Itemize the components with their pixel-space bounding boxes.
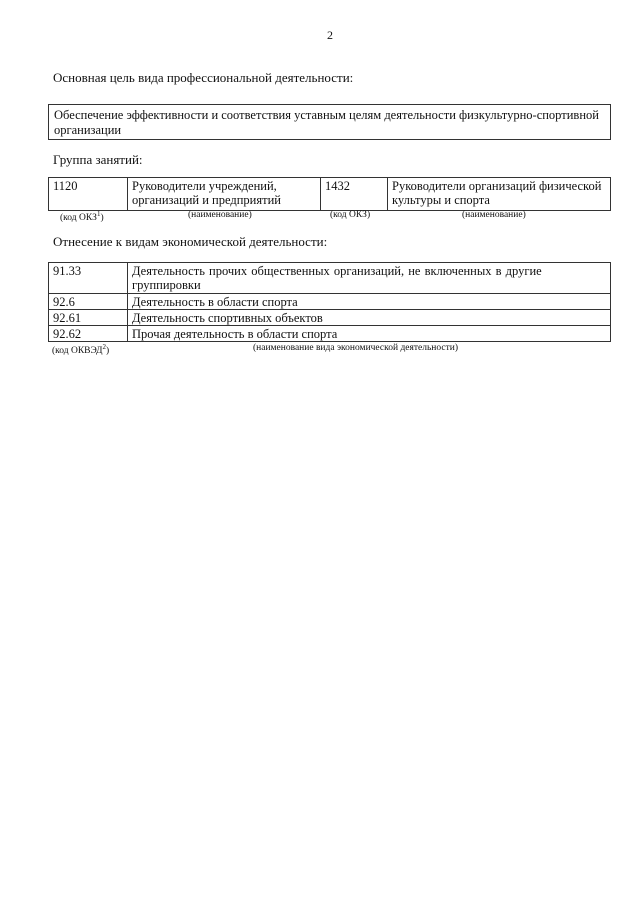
okved-name-cell: Прочая деятельность в области спорта [128, 326, 611, 342]
occupation-captions [48, 210, 611, 222]
okz-name-caption: (наименование) [188, 210, 252, 220]
table-row [49, 178, 611, 211]
okved-code-cell: 92.61 [49, 310, 128, 326]
economic-activities-captions [48, 343, 611, 355]
okved-code-cell: 91.33 [49, 263, 128, 294]
okz-code-cell: 1432 [321, 178, 388, 211]
table-row [49, 310, 611, 326]
occupation-group-heading: Группа занятий: [53, 152, 143, 167]
okz-code-caption: (код ОКЗ) [330, 210, 371, 220]
economic-activities-table [48, 262, 611, 342]
goal-heading: Основная цель вида профессиональной деятельности: [53, 70, 354, 85]
okz-name-caption: (наименование) [462, 210, 526, 220]
table-row [49, 326, 611, 342]
okved-code-cell: 92.62 [49, 326, 128, 342]
okved-name-cell: Деятельность прочих общественных организаций, не включенных в другие группировки [128, 263, 611, 294]
okved-name-cell: Деятельность спортивных объектов [128, 310, 611, 326]
okz-name-cell: Руководители организаций физической культуры и спорта [388, 178, 611, 211]
okved-name-cell: Деятельность в области спорта [128, 294, 611, 310]
okz-code-cell: 1120 [49, 178, 128, 211]
goal-text-box: Обеспечение эффективности и соответствия уставным целям деятельности физкультурно-спортивной организации [48, 104, 611, 140]
table-row [49, 263, 611, 294]
economic-activities-heading: Отнесение к видам экономической деятельности: [53, 234, 328, 249]
okz-code-caption: (код ОКЗ$^1$) [60, 210, 104, 224]
okved-name-caption: (наименование вида экономической деятельности) [253, 343, 458, 353]
okved-code-caption: (код ОКВЭД$^2$) [52, 343, 110, 357]
page-number: 2 [327, 28, 333, 42]
okved-code-cell: 92.6 [49, 294, 128, 310]
table-row [49, 294, 611, 310]
okz-name-cell: Руководители учреждений, организаций и предприятий [128, 178, 321, 211]
occupation-group-table [48, 177, 611, 211]
